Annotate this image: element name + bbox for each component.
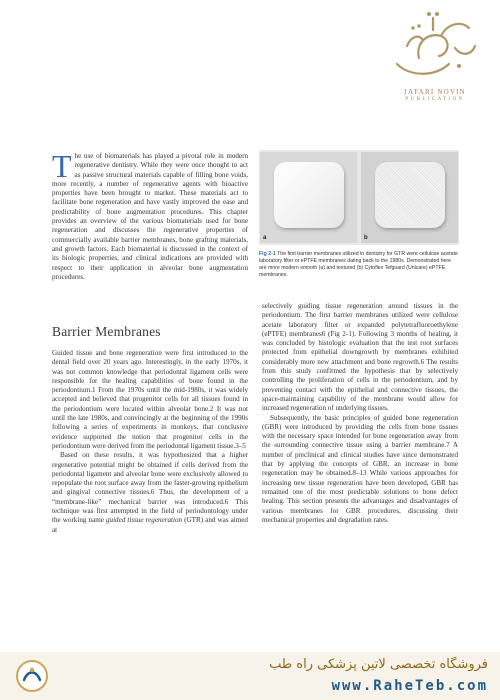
panel-label-b: b: [364, 235, 368, 241]
right-column: [262, 302, 458, 525]
intro-text: he use of biomaterials has played a pivotal role in modern regenerative dentistry. While they were once thought to act as passive structural materials capable of filling bone voids, more recently, a number of regenerative agents with bioactive properties have been brought to market. These materials act to facilitate bone regeneration and have vastly improved the ease and predictability of bone augmentation procedures. This chapter provides an overview of the various biomaterials used for bone regeneration and discusses the regenerative properties of commercially available barrier membranes, bone grafting materials, and growth factors. Each biomaterial is discussed in the context of its biologic properties, and clinical indications are provided with respect to their application in alveolar bone augmentation procedures.: [52, 152, 248, 281]
figure-panels: [259, 150, 459, 245]
left-paragraph-1: Guided tissue and bone regeneration were first introduced to the dental field over 20 years ago. Interestingly, in the early 1970s, it was not common knowledge that periodontal ligament cells were responsible for the healing capabilities of bone found in the periodontium.1 From the 1970s until the mid-1980s, it was widely accepted and believed that progenitor cells for all tissues found in the periodontium were located within alveolar bone.2 It was not until the late 1980s, and convincingly at the beginning of the 1990s following a series of experiments in monkeys, that conclusive evidence supported the notion that progenitor cells in the periodontium were derived from the periodontal ligament tissue.3–5: [52, 349, 248, 450]
figure-caption-label: Fig 2-1: [259, 251, 276, 257]
right-paragraph-2: Subsequently, the basic principles of guided bone regeneration (GBR) were introduced by providing the cells from bone tissues with the necessary space intended for bone regeneration away from the surrounding connective tissue using a barrier membrane.7 A number of preclinical and clinical studies have since demonstrated that by applying the concepts of GBR, an increase in bone regeneration may be obtained.8–13 While various approaches for increasing new tissue regeneration have been developed, GBR has remained one of the most predictable solutions to bone defect healing. This section presents the advantages and disadvantages of various membranes for GBR procedures, discussing their mechanical properties and degradation rates.: [262, 413, 458, 524]
calligraphy-logo-icon: [389, 6, 481, 86]
left-paragraph-2: [52, 451, 248, 535]
publisher-name: JAFARI NOVIN: [404, 88, 466, 96]
figure-panel-b: [361, 152, 458, 243]
figure-caption-text: The first barrier membranes utilized in dentistry for GTR were cellulose acetate laboratory filter or ePTFE membranes dating back to the 1980s. Demonstrated here are more modern smooth (a) and textured (b) Cytoflex Tefguard (Unicare) ePTFE membranes.: [259, 251, 458, 278]
left-paragraph-2-italic: guided tissue regeneration: [105, 516, 183, 525]
left-paragraph-2-text-b: (GTR) and was aimed at: [52, 516, 248, 534]
section-heading: Barrier Membranes: [52, 324, 161, 339]
publisher-logo: [380, 6, 490, 124]
footer-website-link[interactable]: www.RaheTeb.com: [331, 678, 488, 694]
figure-panel-a: [260, 152, 357, 243]
left-paragraph-2-text-a: Based on these results, it was hypothesized that a higher regenerative potential might be obtained if cells derived from the periodontal ligament and alveolar bone were exclusively allowed to repopulate the root surface away from the faster-growing epithelium and gingival connective tissues.6 Thus, the development of a “membrane-like” mechanical barrier was introduced.6 This technique was first attempted in the field of periodontology under the working name: [52, 451, 248, 525]
panel-label-a: a: [263, 235, 267, 241]
smooth-membrane-image: [274, 162, 344, 228]
figure-2-1: [259, 150, 459, 279]
raheteb-logo-icon: [14, 658, 50, 694]
footer-banner: [0, 652, 500, 700]
intro-paragraph: [52, 148, 248, 282]
figure-caption: [259, 251, 459, 279]
drop-cap: T: [52, 148, 72, 184]
publisher-subtitle: PUBLICATION: [405, 97, 465, 102]
footer-store-title: فروشگاه تخصصی لاتین پزشکی راه طب: [269, 657, 488, 672]
textured-membrane-image: [375, 162, 445, 228]
left-column: [52, 349, 248, 535]
right-paragraph-1: selectively guiding tissue regeneration around tissues in the periodontium. The first barrier membranes utilized were cellulose acetate laboratory filter or expanded polytetrafluoroethylene (ePTFE) membranes6 (Fig 2-1). Following 3 months of healing, it was concluded by histologic evaluation that the test root surfaces protected from epithelial downgrowth by membranes exhibited considerably more new attachment and bone regrowth.6 The results from this study confirmed the hypothesis that by selectively controlling the proliferation of cells in the periodontium, and by preventing contact with the epithelial and connective tissues, the space-maintaining capability of the membrane would allow for increased regeneration of underlying tissues.: [262, 302, 458, 413]
